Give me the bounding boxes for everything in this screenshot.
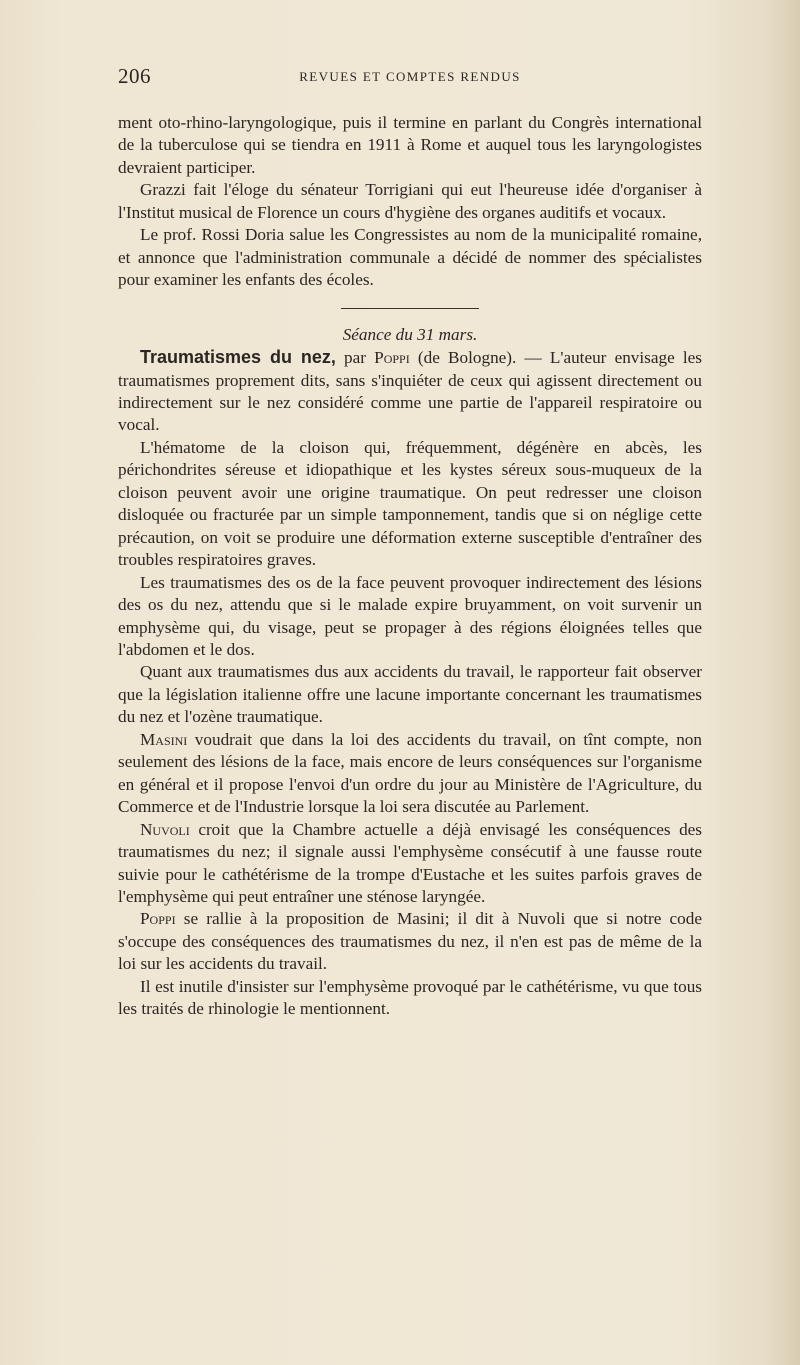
paragraph-text: voudrait que dans la loi des accidents du travail, on tînt compte, non seulement des lésions de la face, mais encore de leurs conséquences sur l'organisme en général et il propose l'envoi d'un ordre du jour au Ministère de l'Agriculture, du Commerce et de l'Industrie lorsque la loi sera discutée au Parlement. — [118, 729, 702, 817]
paragraph-text: croit que la Chambre actuelle a déjà envisagé les conséquences des traumatismes du nez; il signale aussi l'emphysème consécutif à une fausse route suivie pour le cathétérisme de la trompe d'Eustache et les suites parfois graves de l'emphysème qui peut entraîner une sténose laryngée. — [118, 819, 702, 906]
paragraph — [118, 976, 702, 1021]
page-header — [118, 64, 702, 94]
author-name: Poppi — [374, 348, 410, 368]
article-paragraph — [118, 346, 702, 437]
paragraph-text: Les traumatismes des os de la face peuvent provoquer indirectement des lésions des os du nez, attendu que si le malade expire bruyamment, on voit survenir un emphysème qui, du visage, peut se propager à des régions éloignées telles que l'abdomen et le dos. — [118, 572, 702, 659]
byline-text: (de Bologne). — L'auteur envisage les traumatismes proprement dits, sans s'inquiéter de ceux qui agissent directement ou indirectement sur le nez considéré comme une partie de l'appareil respiratoire ou vocal. — [118, 348, 702, 435]
paragraph — [118, 572, 702, 662]
article-title: Traumatismes du nez, — [140, 347, 336, 368]
paragraph: Le prof. Rossi Doria salue les Congressistes au nom de la municipalité romaine, et annonce que l'administration communale a décidé de nommer des spécialistes pour examiner les enfants des écoles. — [118, 225, 702, 290]
paragraph: ment oto-rhino-laryngologique, puis il termine en parlant du Congrès international de la tuberculose qui se tiendra en 1911 à Rome et auquel tous les laryngologistes devraient participer. — [118, 113, 702, 177]
paragraph-text: Il est inutile d'insister sur l'emphysème provoqué par le cathétérisme, vu que tous les traités de rhinologie le mentionnent. — [118, 976, 702, 1019]
paragraph: Grazzi fait l'éloge du sénateur Torrigiani qui eut l'heureuse idée d'organiser à l'Institut musical de Florence un cours d'hygiène des organes auditifs et vocaux. — [118, 180, 702, 222]
paragraph-text: Quant aux traumatismes dus aux accidents du travail, le rapporteur fait observer que la législation italienne offre une lacune importante concernant les traumatismes du nez et l'ozène traumatique. — [118, 662, 702, 727]
paragraph — [118, 437, 702, 572]
section-divider — [341, 308, 479, 309]
speaker-name: Nuvoli — [140, 819, 190, 839]
session-title: Séance du 31 mars. — [342, 324, 478, 344]
speaker-name: Masini — [140, 729, 188, 749]
byline-prefix: par — [335, 348, 375, 368]
article-body — [118, 112, 702, 1021]
page-number: 206 — [118, 64, 151, 88]
paragraph-text: L'hématome de la cloison qui, fréquemment, dégénère en abcès, les périchondrites séreuse et idiopathique et les kystes séreux sous-muqueux de la cloison peuvent avoir une origine traumatique. On peut redresser une cloison disloquée ou fracturée par un simple tamponnement, tandis que si on néglige cette précaution, on voit se produire une déformation externe susceptible d'entraîner des troubles respiratoires graves. — [118, 437, 702, 570]
paragraph-text: se rallie à la proposition de Masini; il dit à Nuvoli que si notre code s'occupe des conséquences des traumatismes du nez, il n'en est pas de même de la loi sur les accidents du travail. — [118, 909, 702, 974]
paragraph — [118, 729, 702, 819]
paragraph — [118, 819, 702, 909]
paragraph — [118, 661, 702, 728]
speaker-name: Poppi — [140, 909, 176, 929]
running-head: REVUES ET COMPTES RENDUS — [299, 69, 521, 84]
paragraph — [118, 908, 702, 975]
